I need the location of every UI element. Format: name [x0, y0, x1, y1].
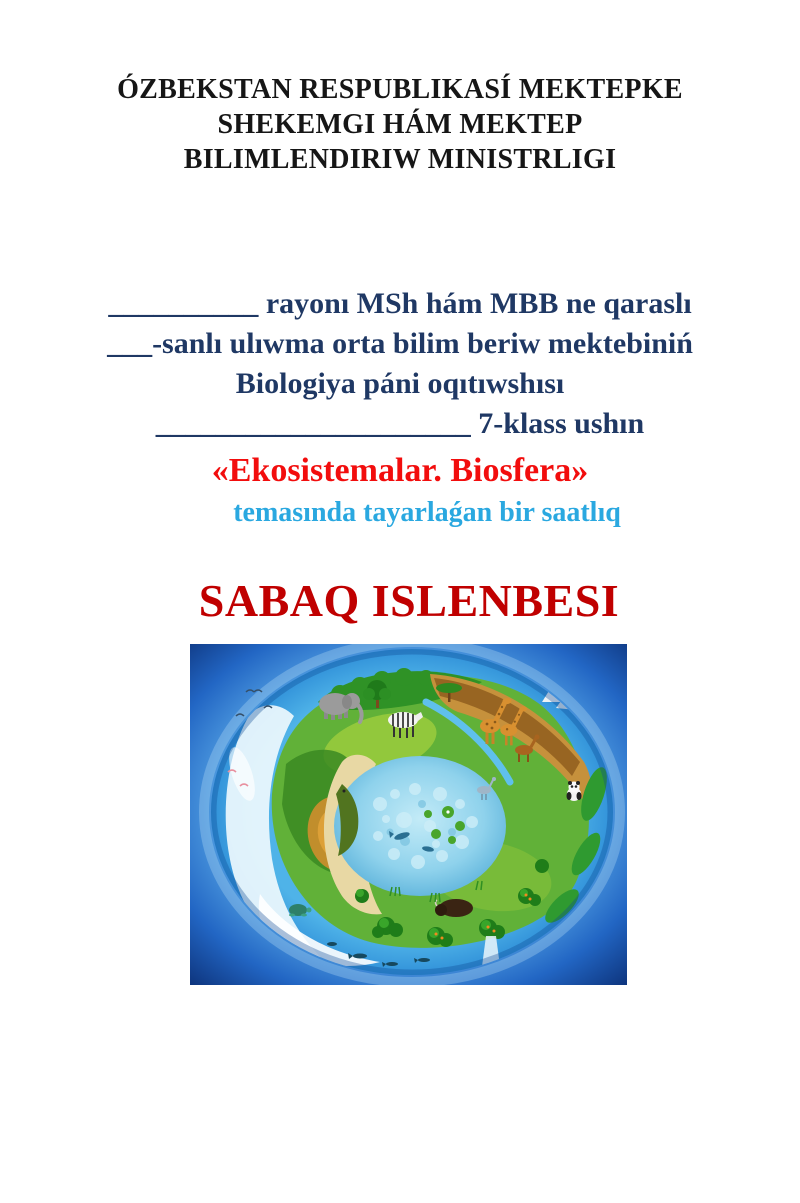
- ministry-heading: [0, 72, 800, 177]
- document-page: [0, 72, 800, 1203]
- ecosystem-illustration: [190, 644, 627, 985]
- school-info-line: Biologiya páni oqıtıwshısı: [235, 367, 565, 400]
- heading-line: ÓZBEKSTAN RESPUBLIKASÍ MEKTEPKE: [117, 74, 683, 105]
- central-pond: [334, 756, 506, 896]
- school-info-line: __________ rayonı MSh hám MBB ne qaraslı: [108, 287, 692, 320]
- school-info-line: _____________________ 7-klass ushın: [155, 407, 645, 440]
- school-info-line: ___-sanlı ulıwma orta bilim beriw mektebiniń: [107, 327, 693, 360]
- panda-figure: [567, 781, 582, 801]
- heading-line: BILIMLENDIRIW MINISTRLIGI: [183, 144, 617, 175]
- heading-line: SHEKEMGI HÁM MEKTEP: [217, 109, 583, 140]
- topic-title: «Ekosistemalar. Biosfera»: [211, 452, 589, 489]
- topic-subtitle: temasında tayarlaǵan bir saatlıq: [233, 497, 621, 528]
- main-title: SABAQ ISLENBESI: [198, 575, 620, 626]
- globe-contents: [213, 651, 612, 974]
- school-info: [0, 284, 800, 444]
- lily-flower: [446, 810, 449, 813]
